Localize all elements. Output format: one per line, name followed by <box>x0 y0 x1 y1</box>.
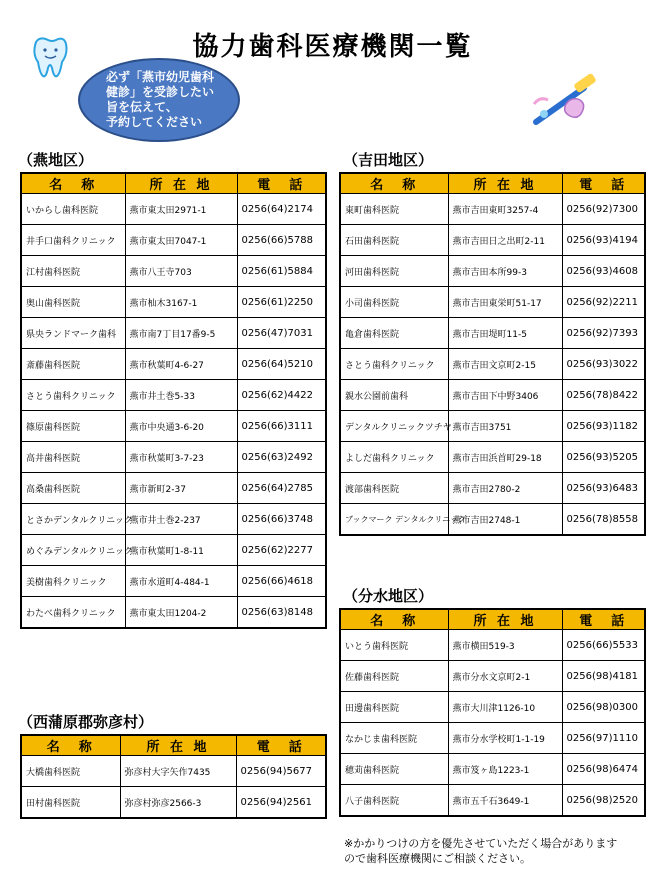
clinic-phone: 0256(64)2785 <box>237 473 326 504</box>
reminder-bubble <box>78 58 240 142</box>
bubble-line: 健診」を受診したい <box>106 85 215 99</box>
table-row <box>340 473 645 504</box>
table-row <box>340 504 645 536</box>
clinic-address: 燕市吉田日之出町2-11 <box>448 225 562 256</box>
clinic-address: 燕市井土巻5-33 <box>125 380 237 411</box>
clinic-phone: 0256(66)5533 <box>562 630 645 661</box>
clinic-address: 燕市横田519-3 <box>448 630 562 661</box>
clinic-name: いからし歯科医院 <box>21 194 125 225</box>
clinic-phone: 0256(64)5210 <box>237 349 326 380</box>
clinic-phone: 0256(93)1182 <box>562 411 645 442</box>
clinic-address: 燕市吉田下中野3406 <box>448 380 562 411</box>
clinic-address: 燕市秋葉町1-8-11 <box>125 535 237 566</box>
clinic-phone: 0256(47)7031 <box>237 318 326 349</box>
clinic-name: さとう歯科クリニック <box>21 380 125 411</box>
clinic-phone: 0256(98)0300 <box>562 692 645 723</box>
column-header-phone: 電 話 <box>236 735 326 756</box>
clinic-address: 燕市八王寺703 <box>125 256 237 287</box>
clinic-name: 篠原歯科医院 <box>21 411 125 442</box>
table-row <box>340 442 645 473</box>
clinic-name: 亀倉歯科医院 <box>340 318 448 349</box>
table-row <box>21 318 326 349</box>
clinic-phone: 0256(78)8422 <box>562 380 645 411</box>
clinic-phone: 0256(92)7300 <box>562 194 645 225</box>
clinic-address: 弥彦村大字矢作7435 <box>120 756 236 787</box>
clinic-address: 燕市杣木3167-1 <box>125 287 237 318</box>
clinic-address: 燕市吉田3751 <box>448 411 562 442</box>
column-header-phone: 電 話 <box>562 173 645 194</box>
clinic-phone: 0256(62)4422 <box>237 380 326 411</box>
clinic-address: 燕市分水文京町2-1 <box>448 661 562 692</box>
clinic-phone: 0256(92)2211 <box>562 287 645 318</box>
table-row <box>21 349 326 380</box>
clinic-phone: 0256(61)2250 <box>237 287 326 318</box>
clinic-phone: 0256(94)2561 <box>236 787 326 819</box>
clinic-address: 弥彦村弥彦2566-3 <box>120 787 236 819</box>
clinic-phone: 0256(97)1110 <box>562 723 645 754</box>
clinic-name: 佐藤歯科医院 <box>340 661 448 692</box>
table-row <box>21 504 326 535</box>
clinic-phone: 0256(61)5884 <box>237 256 326 287</box>
clinic-phone: 0256(98)4181 <box>562 661 645 692</box>
clinic-name: さとう歯科クリニック <box>340 349 448 380</box>
table-row <box>340 411 645 442</box>
clinic-address: 燕市中央通3-6-20 <box>125 411 237 442</box>
clinic-address: 燕市吉田浜首町29-18 <box>448 442 562 473</box>
table-row <box>21 194 326 225</box>
table-row <box>340 692 645 723</box>
clinic-address: 燕市井土巻2-237 <box>125 504 237 535</box>
clinic-address: 燕市吉田東町3257-4 <box>448 194 562 225</box>
clinic-phone: 0256(78)8558 <box>562 504 645 536</box>
clinic-address: 燕市東太田7047-1 <box>125 225 237 256</box>
clinic-name: 小司歯科医院 <box>340 287 448 318</box>
table-row <box>21 597 326 629</box>
bubble-line: 予約してください <box>106 115 203 129</box>
clinic-phone: 0256(66)5788 <box>237 225 326 256</box>
clinic-name: いとう歯科医院 <box>340 630 448 661</box>
column-header-address: 所 在 地 <box>125 173 237 194</box>
clinic-address: 燕市五千石3649-1 <box>448 785 562 817</box>
clinic-address: 燕市笈ヶ島1223-1 <box>448 754 562 785</box>
toothbrush-icon <box>526 74 602 132</box>
clinic-phone: 0256(63)2492 <box>237 442 326 473</box>
clinic-phone: 0256(98)2520 <box>562 785 645 817</box>
clinic-name: 大橋歯科医院 <box>21 756 120 787</box>
table-row <box>21 473 326 504</box>
region-label-yahiko: （西蒲原郡弥彦村） <box>18 713 154 731</box>
clinic-address: 燕市秋葉町4-6-27 <box>125 349 237 380</box>
clinic-name: ブックマーク デンタルクリニック <box>340 504 448 536</box>
clinic-address: 燕市水道町4-484-1 <box>125 566 237 597</box>
region-label-bunsui: （分水地区） <box>343 587 434 605</box>
clinic-name: 高桑歯科医院 <box>21 473 125 504</box>
table-row <box>340 225 645 256</box>
clinic-name: めぐみデンタルクリニック <box>21 535 125 566</box>
clinic-phone: 0256(98)6474 <box>562 754 645 785</box>
clinic-phone: 0256(93)5205 <box>562 442 645 473</box>
clinic-address: 燕市分水学校町1-1-19 <box>448 723 562 754</box>
column-header-address: 所 在 地 <box>448 609 562 630</box>
clinic-address: 燕市東太田2971-1 <box>125 194 237 225</box>
clinic-address: 燕市吉田文京町2-15 <box>448 349 562 380</box>
table-row <box>21 535 326 566</box>
clinic-address: 燕市新町2-37 <box>125 473 237 504</box>
clinic-address: 燕市吉田本所99-3 <box>448 256 562 287</box>
column-header-phone: 電 話 <box>562 609 645 630</box>
table-row <box>21 756 326 787</box>
clinic-phone: 0256(92)7393 <box>562 318 645 349</box>
column-header-name: 名 称 <box>21 173 125 194</box>
table-bunsui <box>339 608 646 817</box>
clinic-phone: 0256(63)8148 <box>237 597 326 629</box>
clinic-phone: 0256(93)6483 <box>562 473 645 504</box>
tooth-icon <box>30 34 70 80</box>
table-row <box>340 723 645 754</box>
bubble-line: 必ず「燕市幼児歯科 <box>106 70 215 84</box>
table-row <box>21 787 326 819</box>
table-row <box>21 380 326 411</box>
clinic-address: 燕市吉田堤町11-5 <box>448 318 562 349</box>
table-tsubame <box>20 172 327 629</box>
clinic-name: 奥山歯科医院 <box>21 287 125 318</box>
clinic-name: 斎藤歯科医院 <box>21 349 125 380</box>
table-row <box>340 349 645 380</box>
clinic-name: 八子歯科医院 <box>340 785 448 817</box>
clinic-phone: 0256(66)4618 <box>237 566 326 597</box>
table-row <box>340 754 645 785</box>
table-row <box>21 287 326 318</box>
clinic-phone: 0256(93)4194 <box>562 225 645 256</box>
clinic-phone: 0256(66)3111 <box>237 411 326 442</box>
clinic-name: 河田歯科医院 <box>340 256 448 287</box>
clinic-address: 燕市東太田1204-2 <box>125 597 237 629</box>
table-row <box>340 380 645 411</box>
bubble-line: 旨を伝えて、 <box>106 100 178 114</box>
clinic-name: 田邊歯科医院 <box>340 692 448 723</box>
footnote-line: ※かかりつけの方を優先させていただく場合があります <box>344 837 618 850</box>
region-label-tsubame: （燕地区） <box>18 151 94 169</box>
table-row <box>21 442 326 473</box>
clinic-name: なかじま歯科医院 <box>340 723 448 754</box>
clinic-name: 県央ランドマーク歯科 <box>21 318 125 349</box>
clinic-name: 田村歯科医院 <box>21 787 120 819</box>
clinic-phone: 0256(94)5677 <box>236 756 326 787</box>
clinic-name: 井手口歯科クリニック <box>21 225 125 256</box>
clinic-phone: 0256(93)3022 <box>562 349 645 380</box>
clinic-phone: 0256(62)2277 <box>237 535 326 566</box>
column-header-address: 所 在 地 <box>448 173 562 194</box>
table-row <box>21 256 326 287</box>
table-row <box>340 661 645 692</box>
table-row <box>340 256 645 287</box>
clinic-name: 穂苅歯科医院 <box>340 754 448 785</box>
table-row <box>340 194 645 225</box>
page-title: 協力歯科医療機関一覧 <box>192 32 473 62</box>
clinic-address: 燕市大川津1126-10 <box>448 692 562 723</box>
table-row <box>340 630 645 661</box>
table-row <box>340 785 645 817</box>
clinic-name: 美樹歯科クリニック <box>21 566 125 597</box>
table-row <box>21 225 326 256</box>
clinic-name: デンタルクリニックツチヤ <box>340 411 448 442</box>
clinic-name: 石田歯科医院 <box>340 225 448 256</box>
clinic-address: 燕市吉田2780-2 <box>448 473 562 504</box>
clinic-phone: 0256(93)4608 <box>562 256 645 287</box>
footnote-line: ので歯科医療機関にご相談ください。 <box>344 852 531 865</box>
clinic-name: 江村歯科医院 <box>21 256 125 287</box>
column-header-address: 所 在 地 <box>120 735 236 756</box>
clinic-address: 燕市秋葉町3-7-23 <box>125 442 237 473</box>
clinic-phone: 0256(66)3748 <box>237 504 326 535</box>
table-yahiko <box>20 734 327 819</box>
footnote <box>344 836 617 866</box>
column-header-name: 名 称 <box>340 609 448 630</box>
clinic-address: 燕市吉田2748-1 <box>448 504 562 536</box>
clinic-address: 燕市吉田東栄町51-17 <box>448 287 562 318</box>
column-header-name: 名 称 <box>340 173 448 194</box>
clinic-phone: 0256(64)2174 <box>237 194 326 225</box>
table-row <box>340 287 645 318</box>
clinic-name: 高井歯科医院 <box>21 442 125 473</box>
clinic-name: 渡部歯科医院 <box>340 473 448 504</box>
clinic-name: よしだ歯科クリニック <box>340 442 448 473</box>
table-row <box>21 411 326 442</box>
clinic-name: 東町歯科医院 <box>340 194 448 225</box>
table-row <box>21 566 326 597</box>
table-yoshida <box>339 172 646 536</box>
column-header-name: 名 称 <box>21 735 120 756</box>
clinic-name: 親水公園前歯科 <box>340 380 448 411</box>
column-header-phone: 電 話 <box>237 173 326 194</box>
region-label-yoshida: （吉田地区） <box>343 151 434 169</box>
clinic-address: 燕市南7丁目17番9-5 <box>125 318 237 349</box>
table-row <box>340 318 645 349</box>
clinic-name: とさかデンタルクリニック <box>21 504 125 535</box>
clinic-name: わたべ歯科クリニック <box>21 597 125 629</box>
